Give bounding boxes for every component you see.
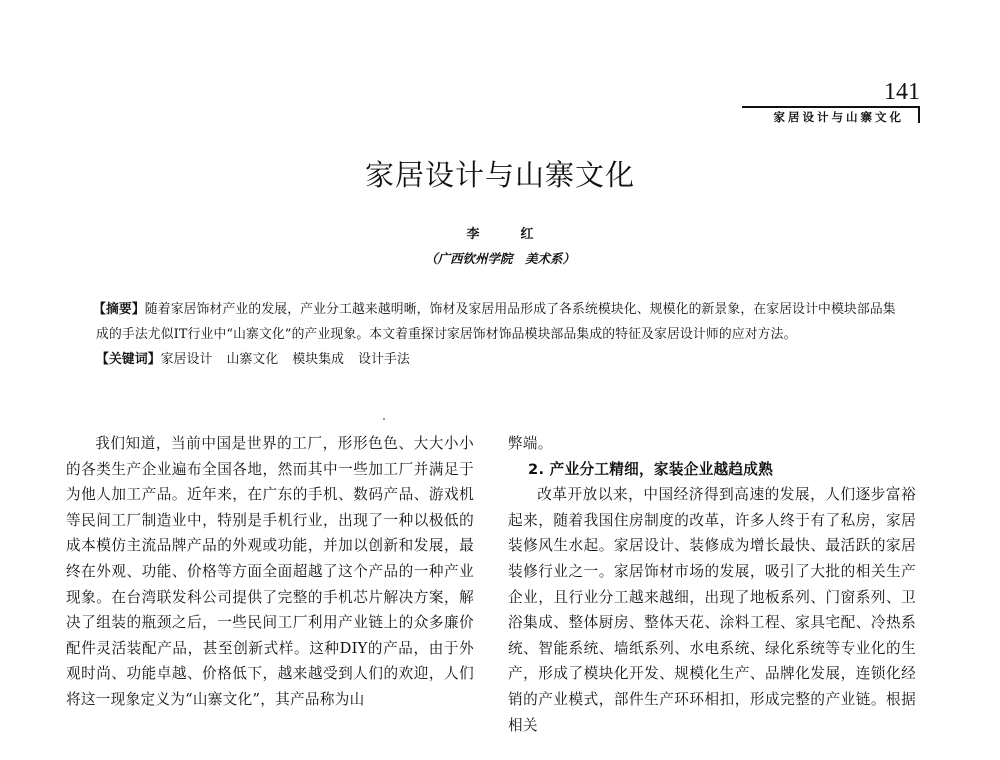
right-column (508, 431, 916, 738)
abstract-block (93, 297, 896, 372)
running-head: 家居设计与山寨文化 (773, 110, 904, 124)
separator-dot (383, 418, 385, 420)
affiliation: （广西钦州学院 美术系） (424, 251, 575, 266)
section-heading: 2. 产业分工精细，家装企业越趋成熟 (528, 460, 774, 478)
left-column (66, 431, 474, 713)
keywords-label: 【关键词】 (96, 352, 161, 367)
body-paragraph: 改革开放以来，中国经济得到高速的发展，人们逐步富裕起来，随着我国住房制度的改革，许多人终于有了私房，家居装修风生水起。家居设计、装修成为增长最快、最活跃的家居装修行业之一。家居饰材市场的发展，吸引了大批的相关生产企业，且行业分工越来越细，出现了地板系列、门窗系列、卫浴集成、整体厨房、整体天花、涂料工程、家具宅配、冷热系统、智能系统、墙纸系列、水电系统、绿化系统等专业化的生产，形成了模块化开发、规模化生产、品牌化发展，连锁化经销的产业模式，部件生产环环相扣，形成完整的产业链。根据相关 (508, 486, 916, 734)
header-rule (742, 106, 920, 108)
keyword-item: 山寨文化 (226, 352, 279, 367)
body-paragraph: 我们知道，当前中国是世界的工厂，形形色色、大大小小的各类生产企业遍布全国各地，然而其中一些加工厂并满足于为他人加工产品。近年来，在广东的手机、数码产品、游戏机等民间工厂制造业中，特别是手机行业，出现了一种以极低的成本模仿主流品牌产品的外观或功能，并加以创新和发展，最终在外观、功能、价格等方面全面超越了这个产品的一种产业现象。在台湾联发科公司提供了完整的手机芯片解决方案，解决了组装的瓶颈之后，一些民间工厂利用产业链上的众多廉价配件灵活装配产品，甚至创新式样。这种DIY的产品，由于外观时尚、功能卓越、价格低下，越来越受到人们的欢迎，人们将这一现象定义为“山寨文化”，其产品称为山 (66, 435, 474, 708)
keywords (96, 347, 896, 372)
abstract (93, 297, 896, 347)
page-number: 141 (884, 79, 920, 105)
article-title: 家居设计与山寨文化 (364, 158, 635, 192)
keyword-item: 家居设计 (160, 352, 213, 367)
abstract-label: 【摘要】 (93, 302, 145, 317)
keyword-item: 模块集成 (292, 352, 345, 367)
author: 李 红 (466, 227, 548, 242)
body-paragraph-end: 弊端。 (508, 435, 553, 452)
keyword-item: 设计手法 (358, 352, 410, 367)
running-head-bar (918, 106, 920, 123)
abstract-text: 随着家居饰材产业的发展，产业分工越来越明晰，饰材及家居用品形成了各系统模块化、规模化的新景象，在家居设计中模块部品集成的手法尤似IT行业中“山寨文化”的产业现象。本文着重探讨家居饰材饰品模块部品集成的特征及家居设计师的应对方法。 (96, 302, 896, 342)
